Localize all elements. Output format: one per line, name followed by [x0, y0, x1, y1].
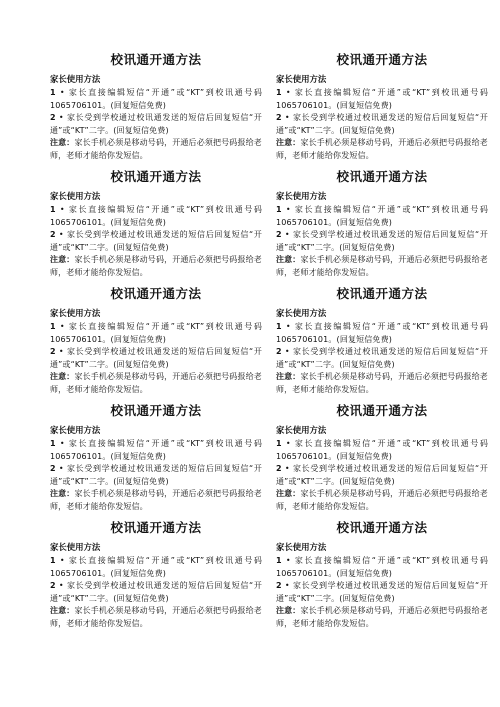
step-number: 2: [50, 581, 56, 591]
step-number: 2: [276, 347, 282, 357]
step-2: [276, 463, 488, 488]
instruction-card: [276, 286, 488, 403]
step-text: • 家长受到学校通过校讯通发送的短信后回复短信“开通”或“KT”二字。(回复短信免费): [50, 347, 262, 369]
step-2: [50, 463, 262, 488]
step-2: [50, 346, 262, 371]
note-text: 家长手机必须是移动号码，开通后必须把号码报给老师，老师才能给你发短信。: [276, 138, 488, 160]
section-label: 家长使用方法: [50, 74, 101, 84]
step-2: [276, 580, 488, 605]
section-label: 家长使用方法: [50, 542, 101, 552]
step-text: • 家长直接编辑短信“开通”或“KT”到校讯通号码1065706101。(回复短信免费): [50, 205, 262, 227]
step-text: • 家长受到学校通过校讯通发送的短信后回复短信“开通”或“KT”二字。(回复短信免费): [50, 230, 262, 252]
note-text: 家长手机必须是移动号码，开通后必须把号码报给老师，老师才能给你发短信。: [50, 489, 262, 511]
card-title: 校讯通开通方法: [110, 286, 202, 301]
note-label: 注意：: [276, 489, 301, 499]
step-number: 1: [276, 556, 282, 565]
step-1: [50, 204, 262, 229]
card-title: 校讯通开通方法: [110, 520, 202, 535]
card-title: 校讯通开通方法: [110, 52, 202, 67]
note-text: 家长手机必须是移动号码，开通后必须把号码报给老师，老师才能给你发短信。: [276, 489, 488, 511]
step-number: 1: [276, 322, 282, 331]
card-title: 校讯通开通方法: [336, 52, 428, 67]
step-text: • 家长直接编辑短信“开通”或“KT”到校讯通号码1065706101。(回复短信免费): [50, 88, 262, 110]
instruction-card: [276, 403, 488, 520]
instruction-card: [276, 169, 488, 286]
section-label: 家长使用方法: [276, 425, 327, 435]
step-number: 1: [276, 205, 282, 214]
step-number: 1: [50, 205, 56, 214]
instruction-card: [50, 52, 262, 169]
instruction-card: [50, 169, 262, 286]
note-text: 家长手机必须是移动号码，开通后必须把号码报给老师，老师才能给你发短信。: [276, 255, 488, 277]
step-number: 1: [276, 439, 282, 448]
note-text: 家长手机必须是移动号码，开通后必须把号码报给老师，老师才能给你发短信。: [276, 372, 488, 394]
note: [50, 488, 262, 513]
section-label: 家长使用方法: [276, 74, 327, 84]
section-label: 家长使用方法: [50, 425, 101, 435]
step-text: • 家长受到学校通过校讯通发送的短信后回复短信“开通”或“KT”二字。(回复短信免费): [276, 581, 488, 603]
step-2: [50, 112, 262, 137]
step-text: • 家长受到学校通过校讯通发送的短信后回复短信“开通”或“KT”二字。(回复短信免费): [276, 347, 488, 369]
step-number: 1: [276, 88, 282, 97]
note-text: 家长手机必须是移动号码，开通后必须把号码报给老师，老师才能给你发短信。: [50, 255, 262, 277]
section-label: 家长使用方法: [276, 308, 327, 318]
note: [276, 137, 488, 162]
instruction-card: [50, 520, 262, 637]
step-2: [276, 112, 488, 137]
step-text: • 家长受到学校通过校讯通发送的短信后回复短信“开通”或“KT”二字。(回复短信免费): [50, 113, 262, 135]
note-text: 家长手机必须是移动号码，开通后必须把号码报给老师，老师才能给你发短信。: [276, 606, 488, 628]
step-1: [276, 555, 488, 580]
card-title: 校讯通开通方法: [110, 169, 202, 184]
step-number: 2: [50, 113, 56, 123]
note: [276, 605, 488, 630]
step-text: • 家长直接编辑短信“开通”或“KT”到校讯通号码1065706101。(回复短信免费): [276, 439, 488, 461]
step-text: • 家长受到学校通过校讯通发送的短信后回复短信“开通”或“KT”二字。(回复短信免费): [276, 230, 488, 252]
step-number: 1: [50, 88, 56, 97]
step-number: 2: [276, 113, 282, 123]
step-1: [50, 87, 262, 112]
note-label: 注意：: [50, 489, 75, 499]
instruction-card: [50, 286, 262, 403]
note-label: 注意：: [50, 372, 75, 382]
step-number: 2: [276, 464, 282, 474]
step-2: [276, 346, 488, 371]
step-text: • 家长直接编辑短信“开通”或“KT”到校讯通号码1065706101。(回复短信免费): [276, 88, 488, 110]
step-1: [276, 87, 488, 112]
note-text: 家长手机必须是移动号码，开通后必须把号码报给老师，老师才能给你发短信。: [50, 138, 262, 160]
note: [276, 254, 488, 279]
step-text: • 家长直接编辑短信“开通”或“KT”到校讯通号码1065706101。(回复短信免费): [50, 439, 262, 461]
step-1: [50, 555, 262, 580]
section-label: 家长使用方法: [50, 191, 101, 201]
step-number: 2: [50, 464, 56, 474]
step-text: • 家长直接编辑短信“开通”或“KT”到校讯通号码1065706101。(回复短信免费): [276, 205, 488, 227]
note-label: 注意：: [276, 255, 301, 265]
card-title: 校讯通开通方法: [336, 169, 428, 184]
step-text: • 家长直接编辑短信“开通”或“KT”到校讯通号码1065706101。(回复短信免费): [276, 556, 488, 578]
card-title: 校讯通开通方法: [110, 403, 202, 418]
step-text: • 家长直接编辑短信“开通”或“KT”到校讯通号码1065706101。(回复短信免费): [50, 322, 262, 344]
section-label: 家长使用方法: [276, 191, 327, 201]
note: [50, 605, 262, 630]
instruction-card: [276, 52, 488, 169]
note: [50, 254, 262, 279]
note-label: 注意：: [276, 138, 301, 148]
note: [276, 488, 488, 513]
step-1: [50, 438, 262, 463]
step-text: • 家长直接编辑短信“开通”或“KT”到校讯通号码1065706101。(回复短信免费): [50, 556, 262, 578]
step-2: [50, 580, 262, 605]
note-label: 注意：: [276, 372, 301, 382]
step-number: 2: [276, 230, 282, 240]
instruction-card: [50, 403, 262, 520]
step-text: • 家长受到学校通过校讯通发送的短信后回复短信“开通”或“KT”二字。(回复短信免费): [276, 113, 488, 135]
note: [50, 371, 262, 396]
note-label: 注意：: [50, 255, 75, 265]
step-text: • 家长受到学校通过校讯通发送的短信后回复短信“开通”或“KT”二字。(回复短信免费): [50, 464, 262, 486]
section-label: 家长使用方法: [276, 542, 327, 552]
instruction-card: [276, 520, 488, 637]
card-title: 校讯通开通方法: [336, 286, 428, 301]
note-text: 家长手机必须是移动号码，开通后必须把号码报给老师，老师才能给你发短信。: [50, 606, 262, 628]
step-2: [276, 229, 488, 254]
step-number: 1: [50, 322, 56, 331]
step-1: [276, 321, 488, 346]
step-text: • 家长受到学校通过校讯通发送的短信后回复短信“开通”或“KT”二字。(回复短信免费): [50, 581, 262, 603]
step-2: [50, 229, 262, 254]
step-1: [50, 321, 262, 346]
note-label: 注意：: [50, 138, 75, 148]
section-label: 家长使用方法: [50, 308, 101, 318]
card-title: 校讯通开通方法: [336, 520, 428, 535]
step-number: 2: [50, 347, 56, 357]
step-number: 1: [50, 439, 56, 448]
note-label: 注意：: [276, 606, 301, 616]
step-1: [276, 204, 488, 229]
step-text: • 家长直接编辑短信“开通”或“KT”到校讯通号码1065706101。(回复短信免费): [276, 322, 488, 344]
note: [50, 137, 262, 162]
step-number: 2: [50, 230, 56, 240]
note-text: 家长手机必须是移动号码，开通后必须把号码报给老师，老师才能给你发短信。: [50, 372, 262, 394]
step-text: • 家长受到学校通过校讯通发送的短信后回复短信“开通”或“KT”二字。(回复短信免费): [276, 464, 488, 486]
step-number: 1: [50, 556, 56, 565]
step-number: 2: [276, 581, 282, 591]
card-title: 校讯通开通方法: [336, 403, 428, 418]
note-label: 注意：: [50, 606, 75, 616]
step-1: [276, 438, 488, 463]
note: [276, 371, 488, 396]
